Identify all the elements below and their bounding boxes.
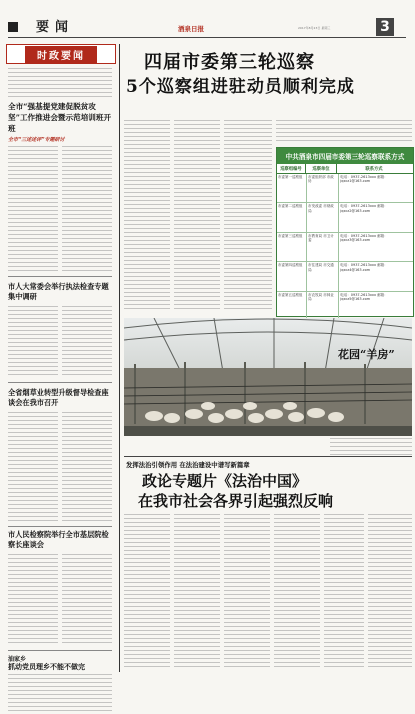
table-header-row [277, 164, 413, 174]
story-text-block [8, 306, 58, 378]
story-title: 市人民检察院举行全市基层院检察长座谈会 [8, 530, 109, 549]
table-cell: 电话：0937-2613xxx 邮箱：jqxcz2@163.com [340, 204, 388, 213]
lower-headline: 政论专题片《法治中国》 [142, 472, 308, 490]
main-headline: 四届市委第三轮巡察 [144, 52, 315, 73]
table-header-cell: 联系方式 [365, 166, 383, 172]
article-text [274, 514, 320, 670]
table-cell: 市委第二巡察组 [277, 203, 307, 231]
story-text-block [62, 412, 112, 522]
photo-caption: 花园“羊房” [338, 348, 395, 361]
news-photo [124, 318, 412, 436]
story-divider [8, 382, 112, 383]
section-divider [124, 456, 412, 457]
table-cell: 电话：0937-2613xxx 邮箱：jqxcz3@163.com [340, 233, 388, 243]
table-cell: 市发改委 市财政局 [307, 203, 339, 231]
article-text [124, 514, 170, 670]
story-title: 全市“强基提党建促脱贫攻坚”工作推进会暨示范培训班开班 [8, 102, 112, 133]
table-cell: 市农牧局 市林业局 [307, 292, 339, 320]
section-marker [8, 22, 18, 32]
table-row [277, 203, 413, 232]
photo-illustration [124, 318, 412, 436]
photo-caption-text [330, 438, 412, 456]
table-cell: 市委组织部 市政协 [307, 174, 339, 202]
lower-subheadline: 在我市社会各界引起强烈反响 [138, 492, 334, 510]
banner-text: 时政要闻 [25, 46, 97, 63]
table-cell: 电话：0937-2613xxx 邮箱：jqxcz1@163.com [340, 175, 388, 184]
article-text [368, 514, 412, 670]
table-cell: 市委第五巡察组 [277, 292, 307, 320]
table-cell: 市委第三巡察组 [277, 233, 307, 261]
masthead: 酒泉日报 [178, 25, 204, 33]
story-text-block [62, 306, 112, 378]
contact-table [276, 147, 414, 317]
table-cell: 市住建局 市交通局 [307, 262, 339, 290]
story-text-block [8, 412, 58, 522]
story-text-block [8, 146, 58, 274]
sidebar-banner [6, 44, 116, 64]
table-cell: 电话：0937-2613xxx 邮箱：jqxcz4@163.com [340, 263, 388, 272]
main-subheadline: 5个巡察组进驻动员顺利完成 [126, 77, 355, 97]
page-header [0, 0, 415, 40]
story-title: 全省烟草业转型升级督导检查座谈会在我市召开 [8, 388, 109, 407]
story-divider [8, 276, 112, 277]
table-header-cell: 巡察组编号 [277, 164, 306, 173]
story-text-block [8, 68, 112, 100]
header-rule [8, 37, 406, 38]
sidebar [6, 44, 116, 672]
bottom-tag: 油家乡 [8, 656, 27, 663]
table-row [277, 292, 413, 320]
section-label: 要闻 [36, 20, 75, 35]
table-cell: 市教育局 市卫计委 [307, 233, 339, 261]
kicker: 发挥法治引领作用 在法治建设中谱写新篇章 [126, 461, 250, 469]
story-subtitle: 全市“三述述评”专题研讨 [8, 137, 65, 143]
story-divider [8, 650, 112, 651]
bottom-title: 抓动党员理乡不能不做完 [8, 662, 85, 671]
table-header-cell: 巡察单位 [306, 164, 337, 173]
article-text [174, 120, 220, 310]
article-text [224, 120, 272, 310]
table-title: 中共酒泉市四届市委第三轮巡察联系方式 [277, 148, 413, 164]
table-cell: 市委第一巡察组 [277, 174, 307, 202]
article-text [276, 120, 412, 142]
page-number: 3 [376, 18, 394, 36]
article-text [174, 514, 220, 670]
table-cell: 电话：0937-2613xxx 邮箱：jqxcz5@163.com [340, 292, 388, 301]
article-text [324, 514, 364, 670]
story-text-block [62, 554, 112, 646]
date-line: 2017年8月23日 星期三 [298, 26, 331, 30]
story-text-block [62, 146, 112, 274]
story-text-block [8, 674, 112, 714]
story-text-block [8, 554, 58, 646]
table-row [277, 262, 413, 291]
table-row [277, 233, 413, 262]
column-rule [119, 44, 120, 672]
story-divider [8, 526, 112, 527]
article-text [224, 514, 270, 670]
table-cell: 市委第四巡察组 [277, 262, 307, 290]
article-text [124, 120, 170, 310]
table-row [277, 174, 413, 203]
story-title: 市人大常委会举行执法检查专题集中调研 [8, 282, 109, 301]
